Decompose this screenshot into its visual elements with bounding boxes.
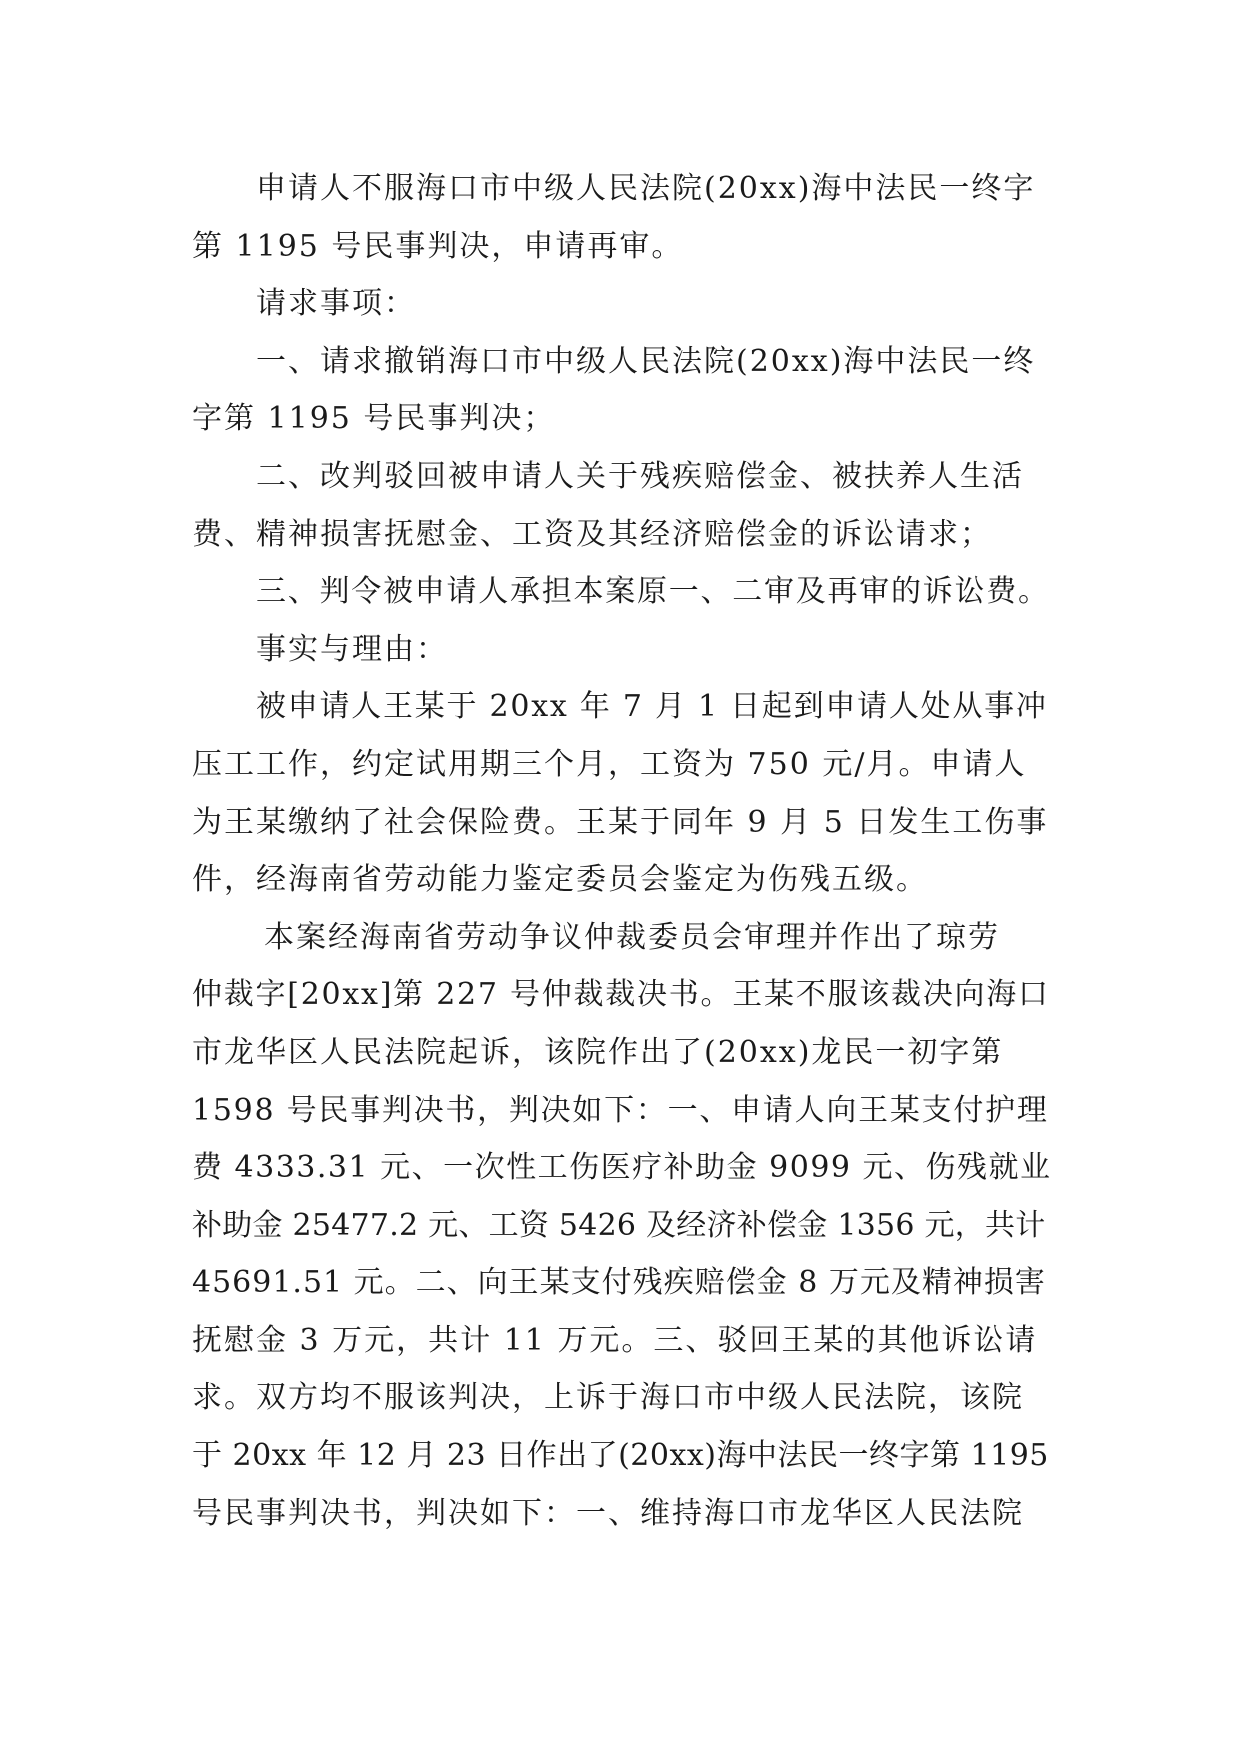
paragraph-line: 压工工作，约定试用期三个月，工资为 750 元/月。申请人	[192, 746, 1027, 782]
paragraph-line: 第 1195 号民事判决，申请再审。	[192, 228, 684, 264]
paragraph-line: 抚慰金 3 万元，共计 11 万元。三、驳回王某的其他诉讼请	[192, 1322, 1038, 1358]
paragraph-line: 求。双方均不服该判决，上诉于海口市中级人民法院，该院	[192, 1380, 1024, 1416]
paragraph-line: 1598 号民事判决书，判决如下：一、申请人向王某支付护理	[192, 1092, 1049, 1128]
paragraph-line: 为王某缴纳了社会保险费。王某于同年 9 月 5 日发生工伤事	[192, 804, 1049, 840]
paragraph-line: 件，经海南省劳动能力鉴定委员会鉴定为伤残五级。	[192, 862, 928, 898]
paragraph-line: 补助金 25477.2 元、工资 5426 及经济补偿金 1356 元，共计	[192, 1207, 1046, 1243]
paragraph-line: 被申请人王某于 20xx 年 7 月 1 日起到申请人处从事冲	[256, 689, 1048, 725]
paragraph-line: 仲裁字[20xx]第 227 号仲裁裁决书。王某不服该裁决向海口	[192, 977, 1050, 1013]
paragraph-line: 于 20xx 年 12 月 23 日作出了(20xx)海中法民一终字第 1195	[192, 1438, 1049, 1474]
paragraph-line: 三、判令被申请人承担本案原一、二审及再审的诉讼费。	[256, 574, 1050, 610]
paragraph-line: 本案经海南省劳动争议仲裁委员会审理并作出了琼劳	[264, 919, 1000, 955]
paragraph-line: 二、改判驳回被申请人关于残疾赔偿金、被扶养人生活	[256, 458, 1024, 494]
paragraph-line: 号民事判决书，判决如下：一、维持海口市龙华区人民法院	[192, 1495, 1024, 1531]
paragraph-line: 字第 1195 号民事判决；	[192, 401, 556, 437]
paragraph-line: 费、精神损害抚慰金、工资及其经济赔偿金的诉讼请求；	[192, 516, 992, 552]
paragraph-line: 申请人不服海口市中级人民法院(20xx)海中法民一终字	[256, 171, 1036, 206]
paragraph-line: 一、请求撤销海口市中级人民法院(20xx)海中法民一终	[256, 343, 1036, 379]
paragraph-line: 45691.51 元。二、向王某支付残疾赔偿金 8 万元及精神损害	[192, 1265, 1046, 1301]
paragraph-line: 请求事项：	[256, 286, 416, 322]
document-body	[192, 160, 1052, 1542]
paragraph-line: 费 4333.31 元、一次性工伤医疗补助金 9099 元、伤残就业	[192, 1150, 1052, 1186]
paragraph-line: 市龙华区人民法院起诉，该院作出了(20xx)龙民一初字第	[192, 1034, 1004, 1070]
paragraph-line: 事实与理由：	[256, 631, 448, 667]
